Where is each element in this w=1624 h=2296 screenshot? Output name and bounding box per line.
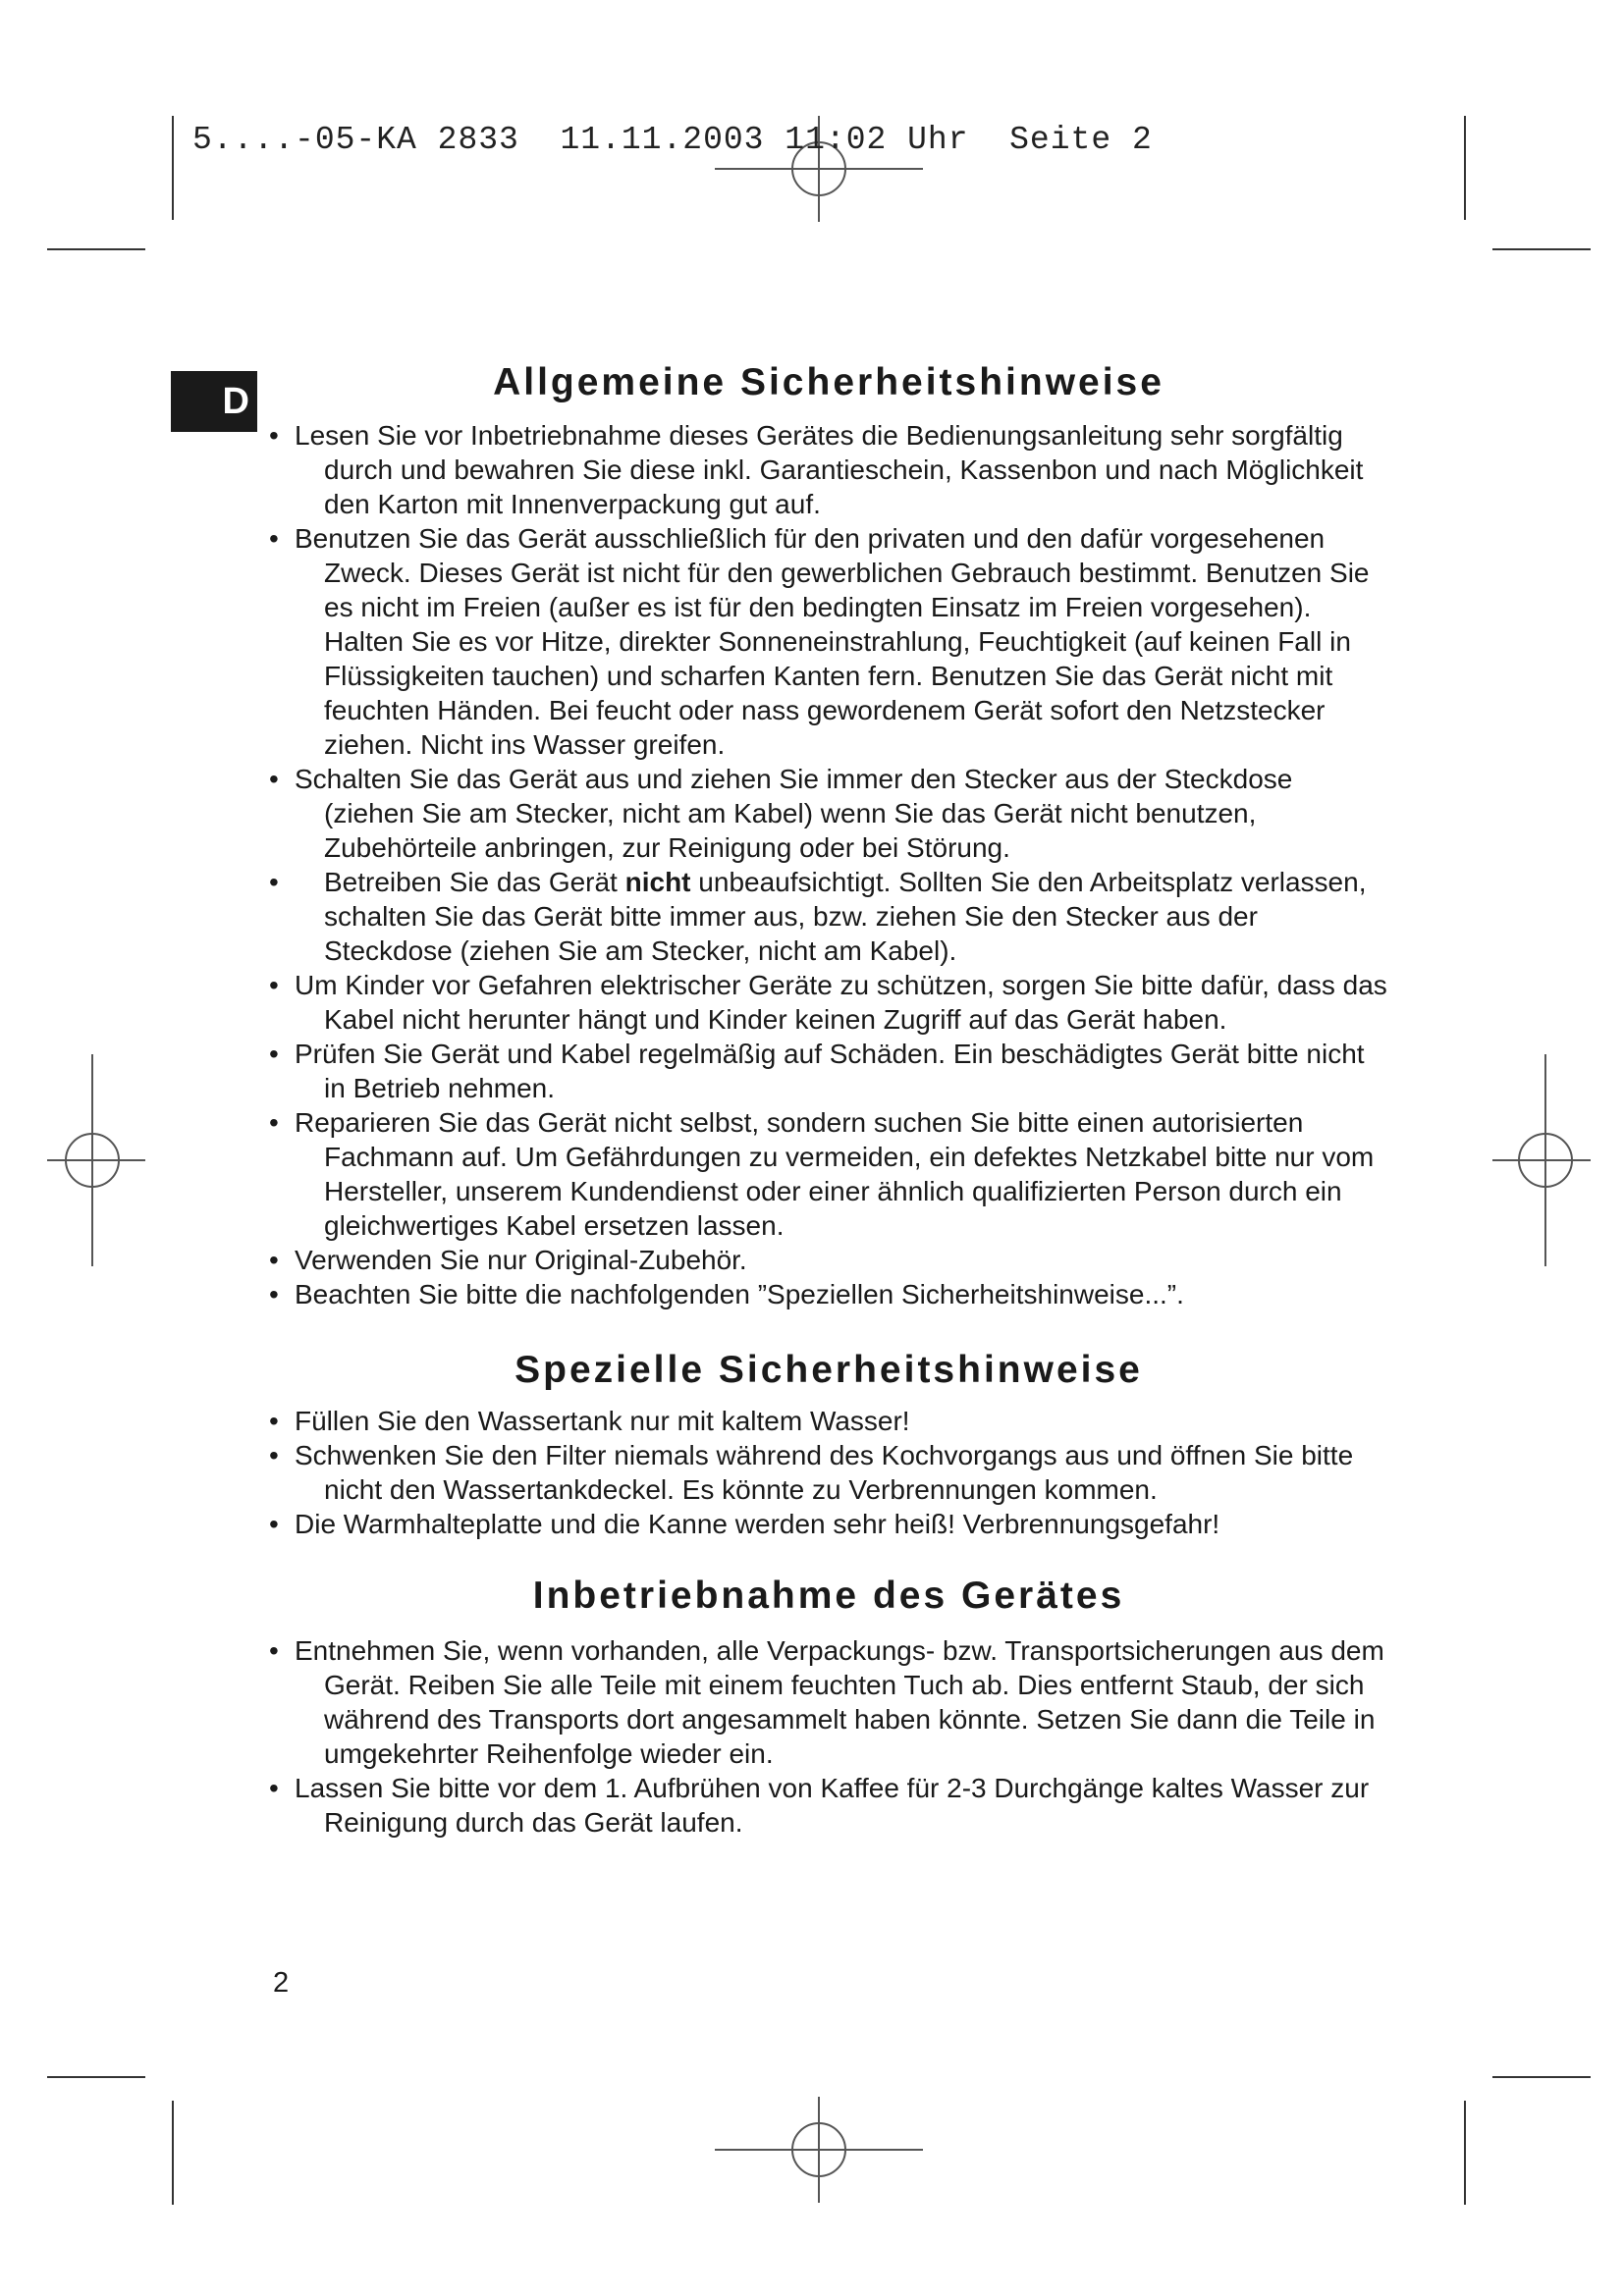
general-safety-list — [269, 418, 1388, 1311]
list-item: • Lassen Sie bitte vor dem 1. Aufbrühen von Kaffee für 2-3 Durchgänge kaltes Wasser zur Reinigung durch das Gerät laufen. — [269, 1773, 1370, 1838]
bullet: • — [269, 1635, 279, 1666]
registration-mark-right — [1492, 1054, 1591, 1266]
registration-mark-left — [47, 1054, 145, 1266]
document-body — [269, 361, 1388, 1840]
commissioning-list — [269, 1633, 1388, 1840]
bullet: • — [269, 1509, 279, 1539]
bullet: • — [269, 764, 279, 794]
bullet: • — [269, 1107, 279, 1138]
list-item: • Schalten Sie das Gerät aus und ziehen Sie immer den Stecker aus der Steckdose (ziehen Sie am Stecker, nicht am Kabel) wenn Sie das Gerät nicht benutzen, Zubehörteile anbringen, zur Reinigung oder bei Störung. — [269, 764, 1293, 863]
list-item: • Füllen Sie den Wassertank nur mit kaltem Wasser! — [269, 1406, 910, 1436]
section-title-general-safety: Allgemeine Sicherheitshinweise — [493, 361, 1164, 403]
list-item: • Betreiben Sie das Gerät nicht unbeaufsichtigt. Sollten Sie den Arbeitsplatz verlassen, schalten Sie das Gerät bitte immer aus, bzw. ziehen Sie den Stecker aus der Steckdose (ziehen Sie am Stecker, nicht am Kabel). — [269, 867, 1367, 966]
special-safety-list — [269, 1404, 1388, 1541]
bullet: • — [269, 1773, 279, 1803]
list-item: • Um Kinder vor Gefahren elektrischer Geräte zu schützen, sorgen Sie bitte dafür, dass das Kabel nicht herunter hängt und Kinder keinen Zugriff auf das Gerät haben. — [269, 970, 1387, 1035]
list-item: • Beachten Sie bitte die nachfolgenden ”Speziellen Sicherheitshinweise...”. — [269, 1279, 1184, 1309]
print-slug-line: 5....-05-KA 2833 11.11.2003 11:02 Uhr Seite 2 — [192, 122, 1153, 158]
bullet: • — [269, 1245, 279, 1275]
list-item: • Reparieren Sie das Gerät nicht selbst, sondern suchen Sie bitte einen autorisierten Fachmann auf. Um Gefährdungen zu vermeiden, ein defektes Netzkabel bitte nur vom Hersteller, unserem Kundendienst oder einer ähnlich qualifizierten Person durch ein gleichwertiges Kabel ersetzen lassen. — [269, 1107, 1375, 1241]
bullet: • — [269, 420, 279, 451]
list-item: • Schwenken Sie den Filter niemals während des Kochvorgangs aus und öffnen Sie bitte nicht den Wassertankdeckel. Es könnte zu Verbrennungen kommen. — [269, 1440, 1354, 1505]
emphasis-text: nicht — [624, 867, 691, 897]
list-item: • Lesen Sie vor Inbetriebnahme dieses Gerätes die Bedienungsanleitung sehr sorgfältig durch und bewahren Sie diese inkl. Garantieschein, Kassenbon und nach Möglichkeit den Karton mit Innenverpackung gut auf. — [269, 420, 1364, 519]
registration-mark-bottom — [715, 2097, 923, 2203]
bullet: • — [269, 523, 279, 554]
list-item: • Entnehmen Sie, wenn vorhanden, alle Verpackungs- bzw. Transportsicherungen aus dem Gerät. Reiben Sie alle Teile mit einem feuchten Tuch ab. Dies entfernt Staub, der sich während des Transports dort angesammelt haben könnte. Setzen Sie dann die Teile in umgekehrter Reihenfolge wieder ein. — [269, 1635, 1384, 1769]
bullet: • — [269, 867, 279, 897]
section-title-commissioning: Inbetriebnahme des Gerätes — [532, 1575, 1125, 1617]
language-tab: D — [171, 371, 257, 432]
list-item: • Prüfen Sie Gerät und Kabel regelmäßig auf Schäden. Ein beschädigtes Gerät bitte nicht in Betrieb nehmen. — [269, 1039, 1365, 1103]
page-number: 2 — [273, 1967, 290, 1999]
bullet: • — [269, 1440, 279, 1470]
bullet: • — [269, 1279, 279, 1309]
section-title-special-safety: Spezielle Sicherheitshinweise — [514, 1349, 1143, 1391]
list-item: • Benutzen Sie das Gerät ausschließlich für den privaten und den dafür vorgesehenen Zweck. Dieses Gerät ist nicht für den gewerblichen Gebrauch bestimmt. Benutzen Sie es nicht im Freien (außer es ist für den bedingten Einsatz im Freien vorgesehen). Halten Sie es vor Hitze, direkter Sonneneinstrahlung, Feuchtigkeit (auf keinen Fall in Flüssigkeiten tauchen) und scharfen Kanten fern. Benutzen Sie das Gerät nicht mit feuchten Händen. Bei feucht oder nass gewordenem Gerät sofort den Netzstecker ziehen. Nicht ins Wasser greifen. — [269, 523, 1370, 760]
bullet: • — [269, 1406, 279, 1436]
list-item: • Verwenden Sie nur Original-Zubehör. — [269, 1245, 747, 1275]
list-item: • Die Warmhalteplatte und die Kanne werden sehr heiß! Verbrennungsgefahr! — [269, 1509, 1220, 1539]
bullet: • — [269, 1039, 279, 1069]
bullet: • — [269, 970, 279, 1000]
